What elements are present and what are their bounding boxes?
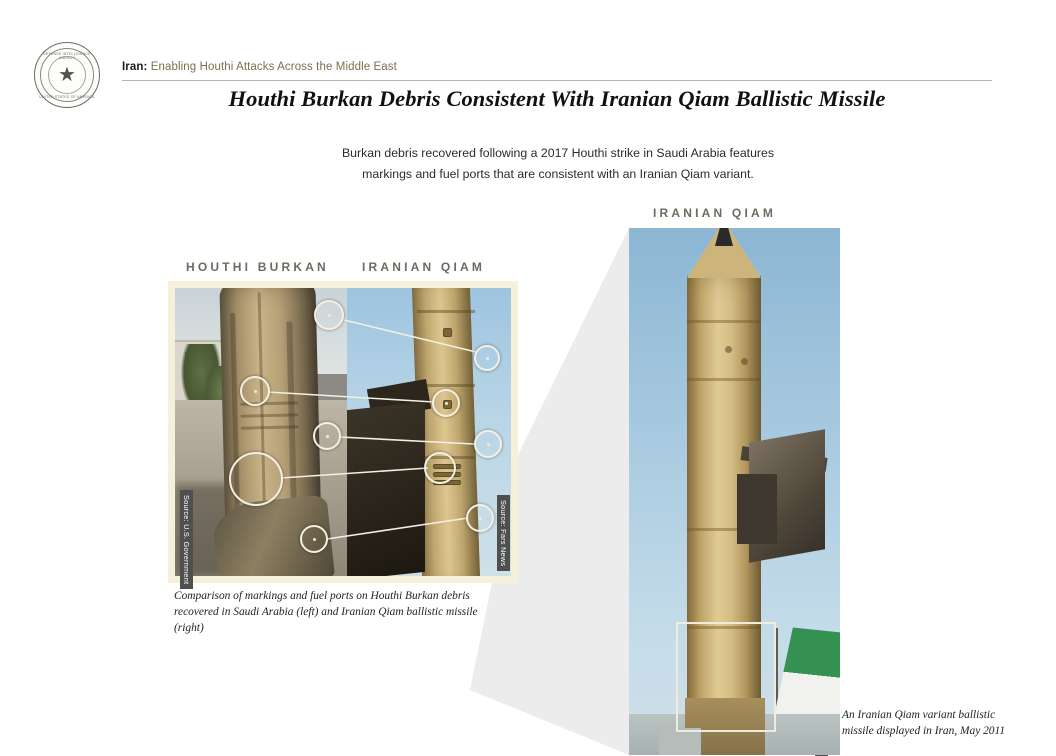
qiam-full-equipment-box [659, 728, 701, 755]
seal-top-text: DEFENSE INTELLIGENCE AGENCY [43, 52, 91, 60]
qiam-closeup-launcher-structure [347, 402, 425, 576]
qiam-closeup-band [417, 310, 475, 313]
qiam-full-band [687, 378, 761, 381]
callout-marking-1-left [314, 300, 344, 330]
caption-qiam-full: An Iranian Qiam variant ballistic missile displayed in Iran, May 2011 [842, 709, 1006, 737]
breadcrumb-subtitle: Enabling Houthi Attacks Across the Middle East [147, 61, 397, 73]
page-title: Houthi Burkan Debris Consistent With Iranian Qiam Ballistic Missile [228, 86, 886, 111]
caption-comparison: Comparison of markings and fuel ports on Houthi Burkan debris recovered in Saudi Arabia (left) and Iranian Qiam ballistic missile (right) [174, 590, 478, 634]
seal-bottom-text: UNITED STATES OF AMERICA [39, 95, 95, 99]
callout-marking-3-left [313, 422, 341, 450]
callout-marking-2-right [432, 389, 460, 417]
label-iranian-qiam-main: IRANIAN QIAM [653, 206, 777, 220]
label-houthi-burkan: HOUTHI BURKAN [186, 260, 329, 274]
subheading-line-2: markings and fuel ports that are consistent with an Iranian Qiam variant. [362, 167, 754, 181]
callout-marking-1-right [474, 345, 500, 371]
callout-lower-marking-left [300, 525, 328, 553]
qiam-full-fuel-port [725, 346, 732, 353]
callout-fuel-port-cluster-right [424, 452, 456, 484]
qiam-full-fuel-port [741, 358, 748, 365]
qiam-full-launcher-block [737, 474, 777, 544]
comparison-photo-inner [175, 288, 511, 576]
zoom-region-highlight-box [676, 622, 776, 732]
qiam-full-nose-tip [715, 228, 733, 246]
breadcrumb-country: Iran: [122, 61, 148, 73]
comparison-photo-panel [168, 281, 518, 583]
label-iranian-qiam-comparison: IRANIAN QIAM [362, 260, 486, 274]
qiam-closeup-fuel-port [443, 328, 452, 337]
source-tag-fars-news-left: Source: Fars News [497, 495, 510, 571]
source-tag-us-government: Source: U.S. Government [180, 490, 193, 589]
subheading-line-1: Burkan debris recovered following a 2017 Houthi strike in Saudi Arabia features [341, 146, 774, 160]
seal-star-icon: ★ [58, 64, 76, 86]
callout-marking-2-left [240, 376, 270, 406]
callout-lower-marking-right [466, 504, 494, 532]
callout-marking-3-right [474, 430, 502, 458]
callout-fuel-port-cluster-left [229, 452, 283, 506]
qiam-full-band [687, 320, 761, 323]
